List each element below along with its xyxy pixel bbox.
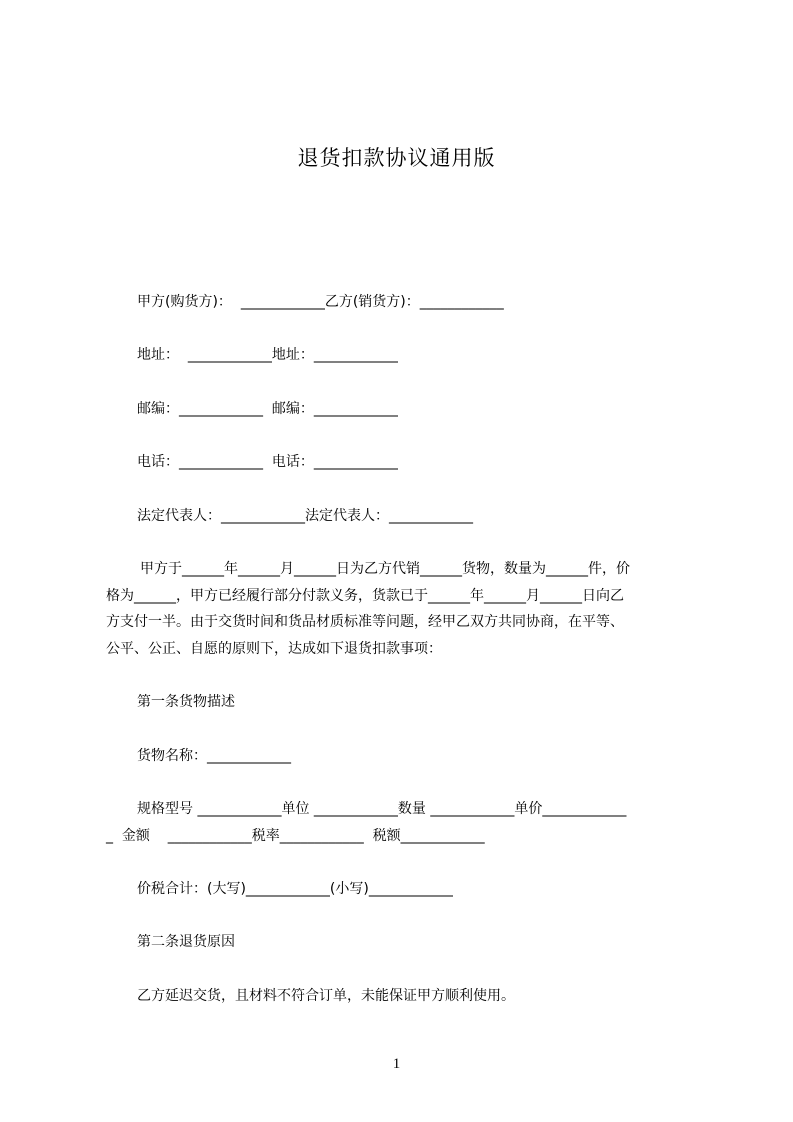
- intro-paragraph-line-3: 方支付一半。由于交货时间和货品材质标准等问题，经甲乙双方共同协商，在平等、: [106, 614, 624, 630]
- party-postcode-line: 邮编：____________ 邮编：____________: [137, 401, 398, 417]
- goods-spec-line-2: _ 金额 ____________税率____________ 税额____________: [106, 828, 485, 844]
- goods-spec-line-1: 规格型号 ____________单位 ____________数量 ____________单价____________: [137, 801, 627, 817]
- party-phone-line: 电话：____________ 电话：____________: [137, 454, 398, 470]
- party-names-line: 甲方(购货方)： ____________乙方(销货方)：____________: [137, 294, 504, 310]
- party-legal-rep-line: 法定代表人：____________法定代表人：____________: [137, 508, 473, 524]
- article-1-heading: 第一条货物描述: [137, 694, 235, 710]
- party-address-line: 地址： ____________地址：____________: [137, 347, 398, 363]
- price-tax-total-line: 价税合计：(大写)____________(小写)____________: [137, 881, 453, 897]
- goods-name-line: 货物名称：____________: [137, 748, 291, 764]
- page-number: 1: [392, 1056, 401, 1072]
- article-2-heading: 第二条退货原因: [137, 934, 235, 950]
- intro-paragraph-line-1: 甲方于______年______月______日为乙方代销______货物，数量为______件，价: [140, 561, 630, 577]
- document-title: 退货扣款协议通用版: [297, 146, 496, 170]
- intro-paragraph-line-4: 公平、公正、自愿的原则下，达成如下退货扣款事项：: [106, 641, 442, 657]
- intro-paragraph-line-2: 格为______，甲方已经履行部分付款义务，货款已于______年______月______日向乙: [106, 588, 624, 604]
- return-reason-line: 乙方延迟交货，且材料不符合订单，未能保证甲方顺利使用。: [137, 988, 515, 1004]
